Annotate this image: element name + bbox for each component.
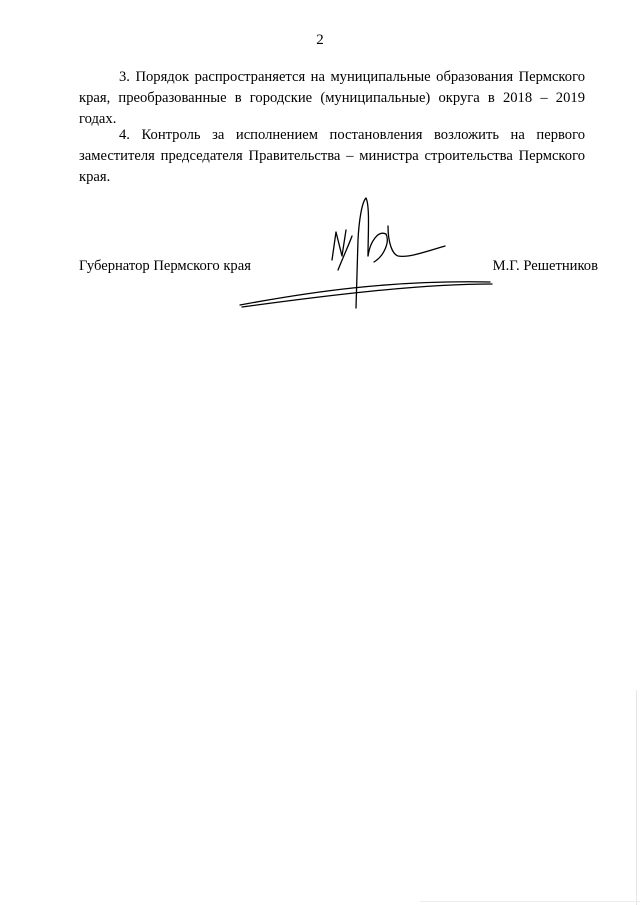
handwritten-signature [220, 180, 520, 315]
scan-edge-right [636, 690, 637, 905]
signatory-position: Губернатор Пермского края [79, 258, 251, 274]
paragraph-3: 3. Порядок распространяется на муниципальные образования Пермского края, преобразованные в городские (муниципальные) округа в 2018 – 2019 годах. [79, 69, 585, 127]
scan-edge-bottom [420, 901, 640, 902]
paragraph-4: 4. Контроль за исполнением постановления возложить на первого заместителя председателя Правительства – министра строительства Пермского края. [79, 127, 585, 185]
page-number: 2 [316, 32, 324, 48]
signatory-name: М.Г. Решетников [492, 258, 598, 274]
